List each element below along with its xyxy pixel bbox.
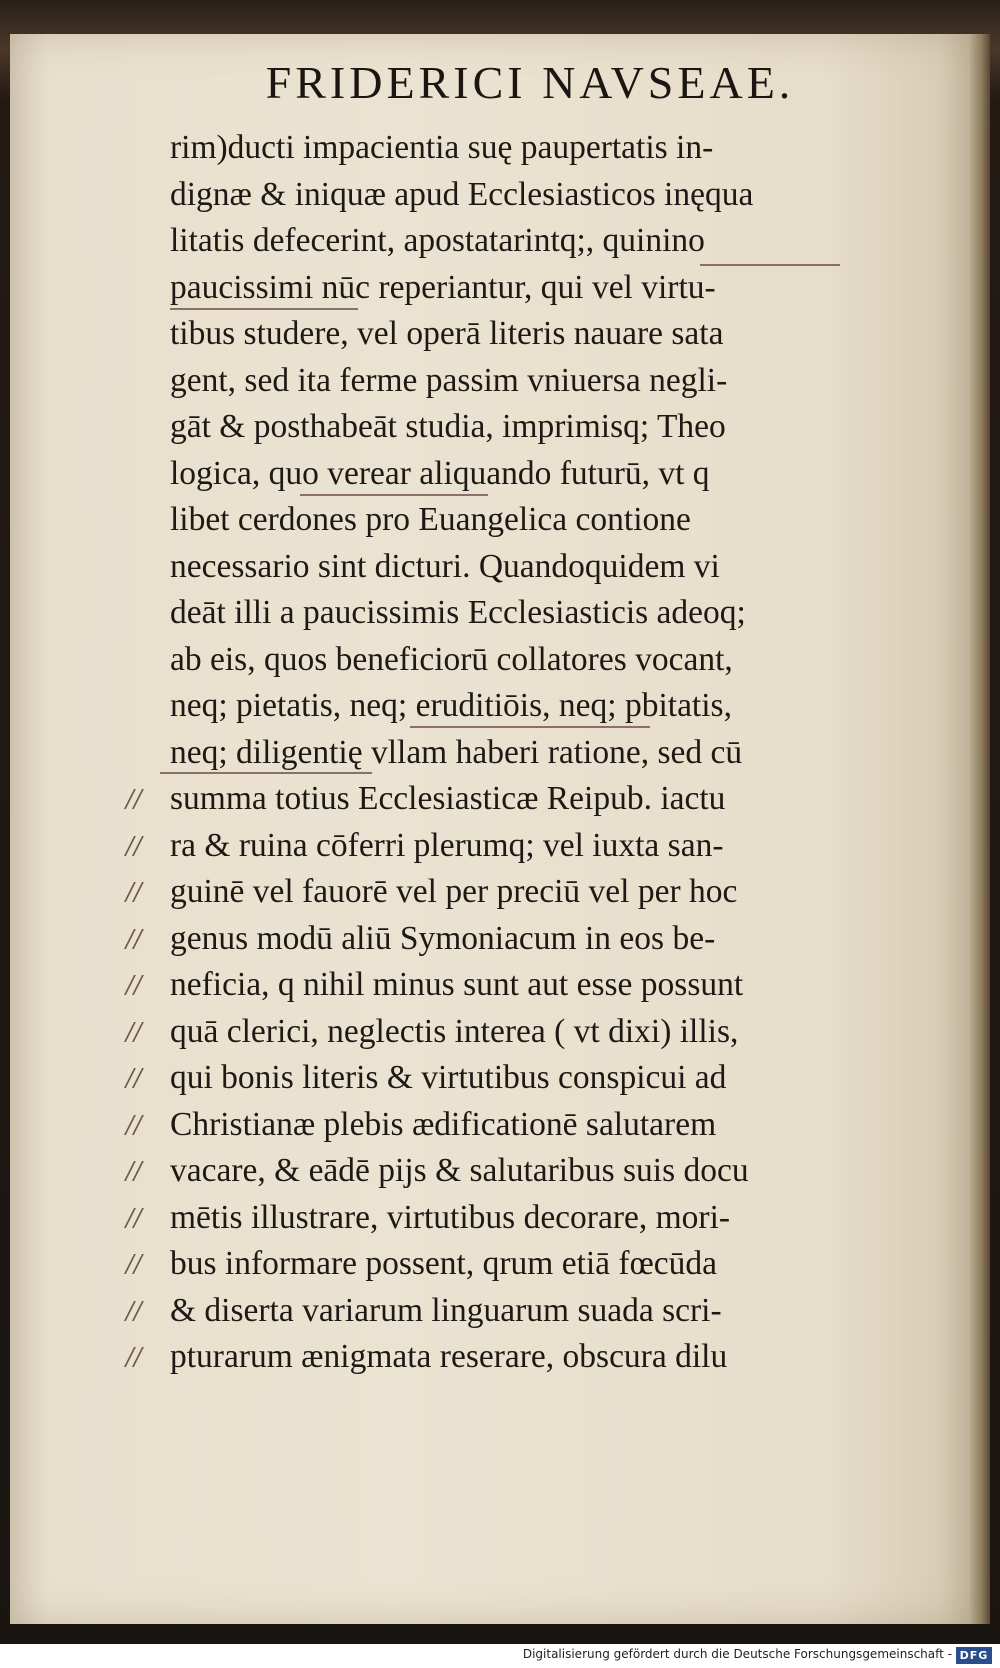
text-line bbox=[150, 451, 890, 498]
line-text: litatis defecerint, apostatarintq;, quinino bbox=[170, 222, 705, 259]
text-line bbox=[125, 776, 890, 823]
line-text: rim)ducti impacientia suę paupertatis in- bbox=[170, 129, 714, 166]
text-line bbox=[125, 1241, 890, 1288]
line-text: guinē vel fauorē vel per preciū vel per hoc bbox=[170, 873, 738, 910]
handwritten-underline bbox=[410, 726, 650, 728]
line-text: & diserta variarum linguarum suada scri- bbox=[170, 1291, 722, 1329]
text-line bbox=[150, 358, 890, 405]
line-text: dignæ & iniquæ apud Ecclesiasticos inęqua bbox=[170, 175, 754, 213]
text-line bbox=[150, 497, 890, 544]
line-text: qui bonis literis & virtutibus conspicui ad bbox=[170, 1059, 727, 1096]
margin-marker: // bbox=[125, 1017, 142, 1046]
line-text: logica, quo verear aliquando futurū, vt q bbox=[170, 454, 710, 492]
line-text: neficia, q nihil minus sunt aut esse possunt bbox=[170, 966, 744, 1003]
text-line bbox=[125, 1009, 890, 1056]
handwritten-underline bbox=[160, 772, 372, 774]
line-text: mētis illustrare, virtutibus decorare, mori- bbox=[170, 1198, 731, 1236]
text-line bbox=[150, 590, 890, 637]
text-line bbox=[125, 1148, 890, 1195]
margin-marker: // bbox=[125, 1203, 142, 1232]
line-text: neq; pietatis, neq; eruditiōis, neq; pbitatis, bbox=[170, 687, 732, 724]
text-line bbox=[150, 544, 890, 591]
line-text: vacare, & eādē pijs & salutaribus suis docu bbox=[170, 1152, 749, 1189]
line-text: libet cerdones pro Euangelica contione bbox=[170, 501, 691, 538]
line-text: gent, sed ita ferme passim vniuersa negli- bbox=[170, 361, 728, 399]
text-line bbox=[150, 683, 890, 730]
handwritten-underline bbox=[700, 264, 840, 266]
margin-marker: // bbox=[125, 1110, 142, 1139]
dfg-logo: DFG bbox=[956, 1647, 992, 1664]
text-line bbox=[125, 1334, 890, 1381]
line-text: quā clerici, neglectis interea ( vt dixi) illis, bbox=[170, 1012, 739, 1050]
line-text: ab eis, quos beneficiorū collatores vocant, bbox=[170, 640, 733, 678]
margin-marker: // bbox=[125, 878, 142, 906]
text-line bbox=[150, 311, 890, 358]
margin-marker: // bbox=[125, 831, 142, 860]
handwritten-underline bbox=[300, 494, 488, 496]
text-line bbox=[125, 1055, 890, 1102]
text-line bbox=[125, 1102, 890, 1149]
text-line bbox=[125, 962, 890, 1009]
text-line bbox=[125, 823, 890, 870]
text-line bbox=[125, 869, 890, 916]
margin-marker: // bbox=[125, 1157, 142, 1185]
running-head: FRIDERICI NAVSEAE. bbox=[265, 57, 795, 108]
line-text: paucissimi nūc reperiantur, qui vel virtu- bbox=[170, 268, 716, 306]
margin-marker: // bbox=[125, 971, 142, 999]
margin-marker: // bbox=[125, 1343, 142, 1371]
line-text: gāt & posthabeāt studia, imprimisq; Theo bbox=[170, 408, 726, 445]
footer-bar bbox=[0, 1644, 1000, 1668]
text-line bbox=[125, 1288, 890, 1335]
text-line bbox=[150, 404, 890, 451]
text-line bbox=[150, 172, 890, 219]
text-block bbox=[125, 125, 890, 1381]
text-line bbox=[150, 637, 890, 684]
line-text: ra & ruina cōferri plerumq; vel iuxta san- bbox=[170, 826, 724, 864]
margin-marker: // bbox=[125, 1250, 142, 1278]
line-text: necessario sint dicturi. Quandoquidem vi bbox=[170, 547, 720, 585]
margin-marker: // bbox=[125, 1296, 142, 1325]
text-line bbox=[125, 1195, 890, 1242]
line-text: neq; diligentię vllam haberi ratione, sed cū bbox=[170, 733, 743, 771]
footer-credit: Digitalisierung gefördert durch die Deutsche Forschungsgemeinschaft - bbox=[522, 1647, 952, 1661]
text-line bbox=[150, 730, 890, 777]
line-text: deāt illi a paucissimis Ecclesiasticis adeoq; bbox=[170, 594, 746, 631]
margin-marker: // bbox=[125, 924, 142, 953]
text-line bbox=[150, 265, 890, 312]
text-line bbox=[125, 916, 890, 963]
margin-marker: // bbox=[125, 1064, 142, 1092]
margin-marker: // bbox=[125, 785, 142, 813]
line-text: bus informare possent, qrum etiā fœcūda bbox=[170, 1245, 718, 1282]
line-text: tibus studere, vel operā literis nauare sata bbox=[170, 315, 724, 352]
line-text: Christianæ plebis ædificationē salutarem bbox=[170, 1105, 717, 1143]
line-text: genus modū aliū Symoniacum in eos be- bbox=[170, 919, 716, 957]
text-line bbox=[150, 125, 890, 172]
handwritten-underline bbox=[170, 308, 358, 310]
line-text: summa totius Ecclesiasticæ Reipub. iactu bbox=[170, 780, 726, 817]
page-edge bbox=[970, 34, 990, 1624]
text-line bbox=[150, 218, 890, 265]
line-text: pturarum ænigmata reserare, obscura dilu bbox=[170, 1338, 728, 1375]
